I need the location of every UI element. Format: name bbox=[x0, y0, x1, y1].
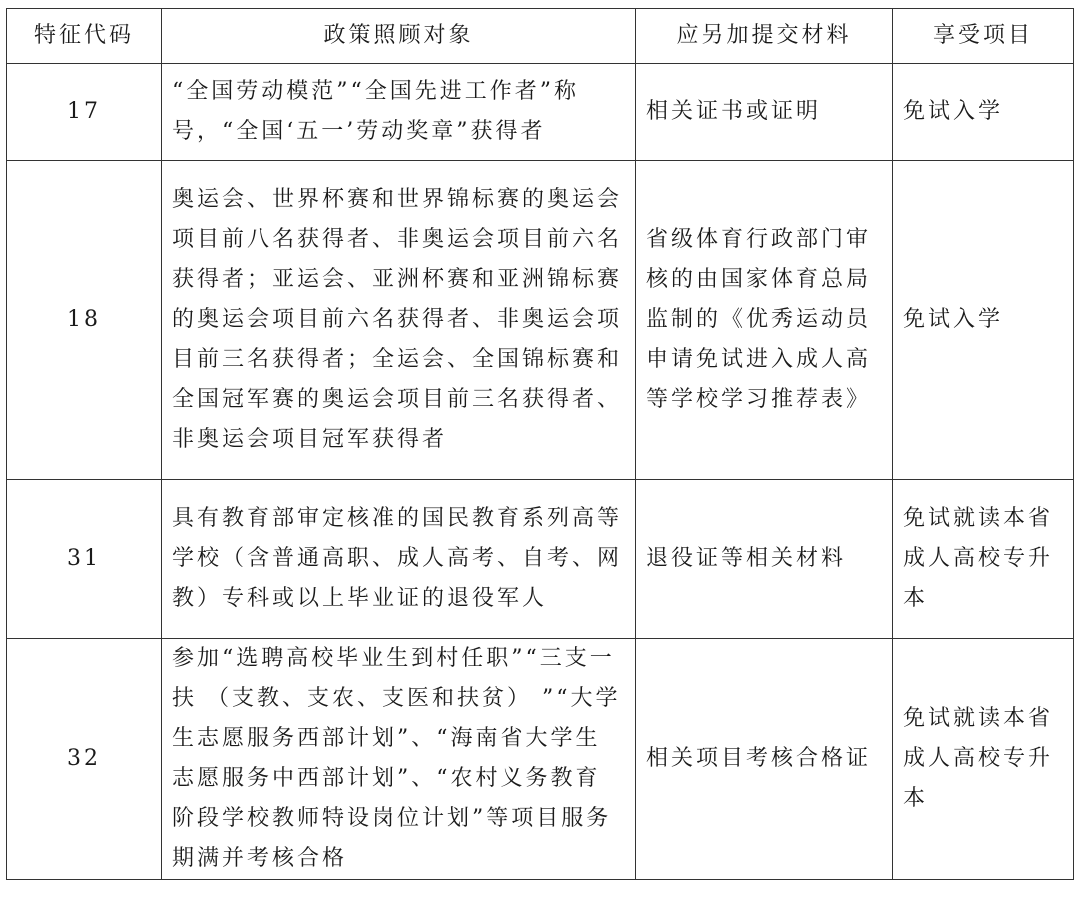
row-code: 32 bbox=[7, 639, 162, 880]
row-code: 31 bbox=[7, 480, 162, 639]
row-benefit: 免试入学 bbox=[893, 161, 1074, 480]
row-target: 奥运会、世界杯赛和世界锦标赛的奥运会项目前八名获得者、非奥运会项目前六名获得者；亚运会、亚洲杯赛和亚洲锦标赛的奥运会项目前六名获得者、非奥运会项目前三名获得者；全运会、全国锦标赛和全国冠军赛的奥运会项目前三名获得者、非奥运会项目冠军获得者 bbox=[162, 161, 636, 480]
table-header-row bbox=[7, 9, 1074, 64]
row-target: 参加“选聘高校毕业生到村任职”“三支一扶 （支教、支农、支医和扶贫） ”“大学生志愿服务西部计划”、“海南省大学生志愿服务中西部计划”、“农村义务教育阶段学校教师特设岗位计划”等项目服务期满并考核合格 bbox=[162, 639, 636, 880]
row-target: “全国劳动模范”“全国先进工作者”称号，“全国‘五一’劳动奖章”获得者 bbox=[162, 64, 636, 161]
table-row bbox=[7, 480, 1074, 639]
row-code: 18 bbox=[7, 161, 162, 480]
header-code: 特征代码 bbox=[7, 9, 162, 64]
table-row bbox=[7, 64, 1074, 161]
header-materials: 应另加提交材料 bbox=[636, 9, 893, 64]
row-materials: 退役证等相关材料 bbox=[636, 480, 893, 639]
row-benefit: 免试入学 bbox=[893, 64, 1074, 161]
policy-table bbox=[6, 8, 1074, 880]
table-row bbox=[7, 639, 1074, 880]
row-materials: 相关证书或证明 bbox=[636, 64, 893, 161]
row-code: 17 bbox=[7, 64, 162, 161]
row-target: 具有教育部审定核准的国民教育系列高等学校（含普通高职、成人高考、自考、网教）专科或以上毕业证的退役军人 bbox=[162, 480, 636, 639]
header-benefit: 享受项目 bbox=[893, 9, 1074, 64]
row-benefit: 免试就读本省成人高校专升本 bbox=[893, 639, 1074, 880]
header-target: 政策照顾对象 bbox=[162, 9, 636, 64]
table-row bbox=[7, 161, 1074, 480]
row-benefit: 免试就读本省成人高校专升本 bbox=[893, 480, 1074, 639]
row-materials: 相关项目考核合格证 bbox=[636, 639, 893, 880]
row-materials: 省级体育行政部门审核的由国家体育总局监制的《优秀运动员申请免试进入成人高等学校学习推荐表》 bbox=[636, 161, 893, 480]
